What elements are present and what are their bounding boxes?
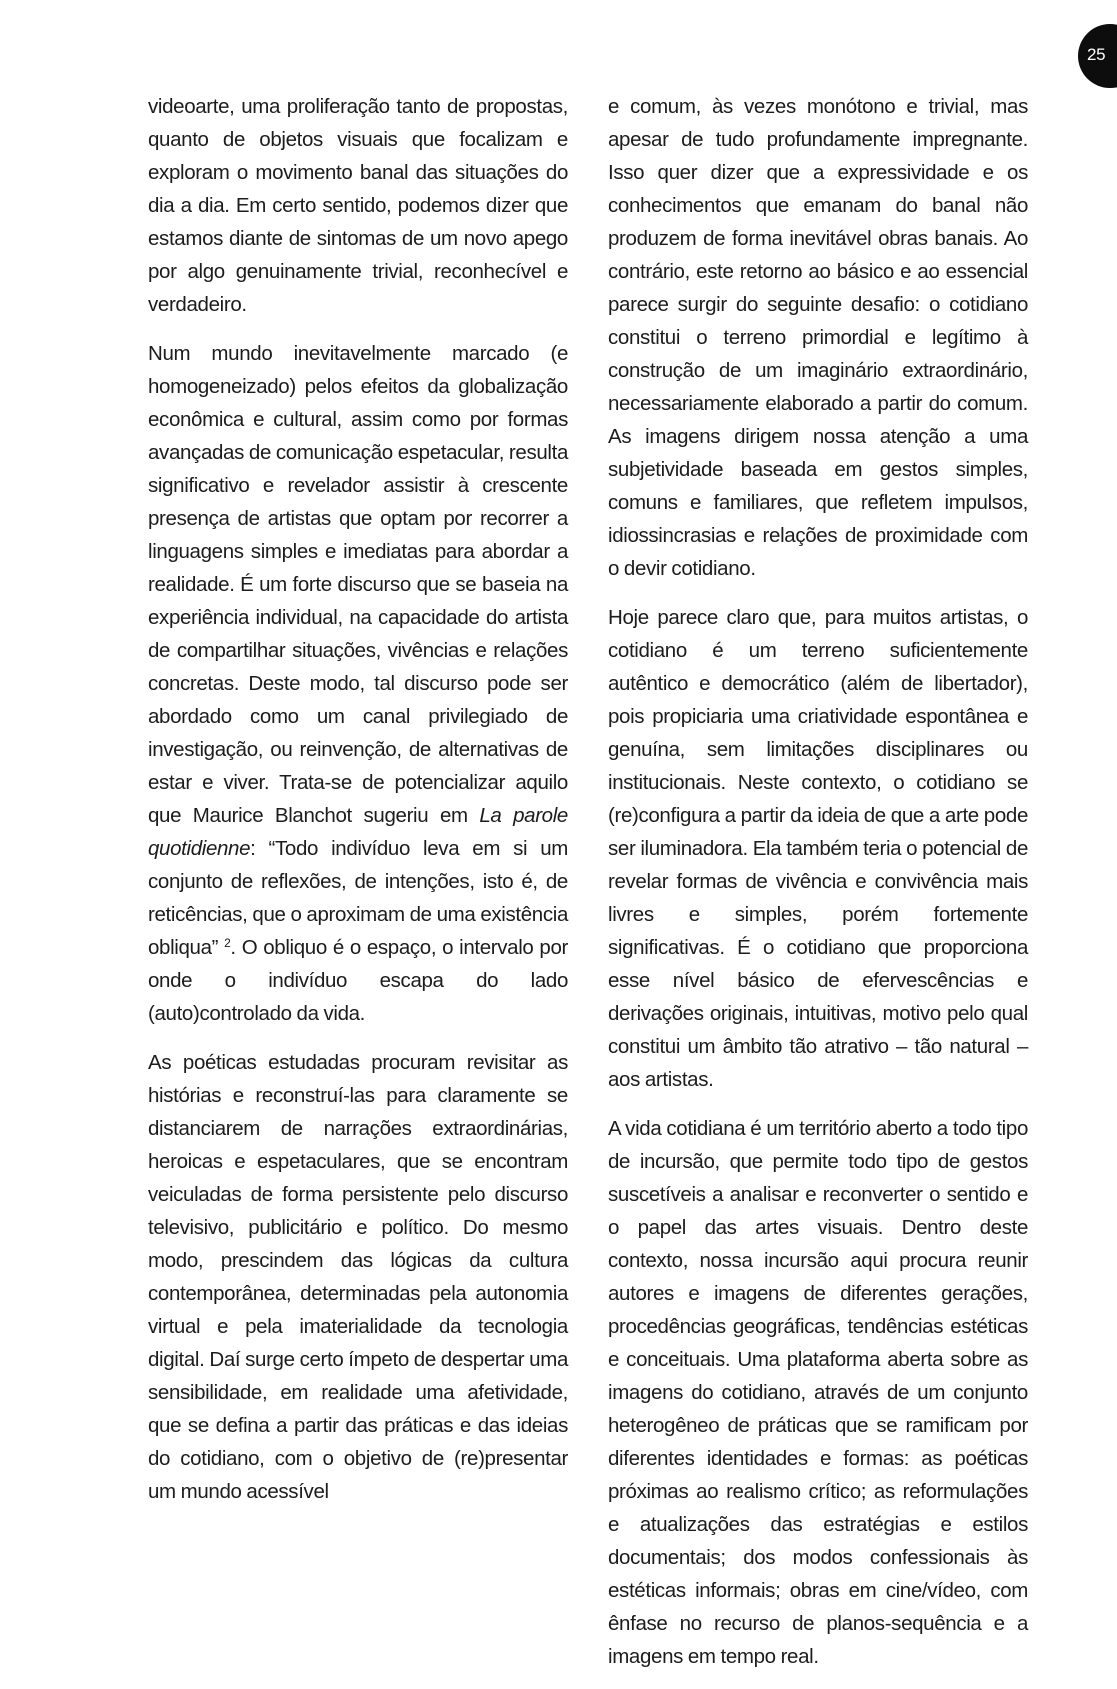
right-paragraph-3: A vida cotidiana é um território aberto a todo tipo de incursão, que permite todo tipo de gestos suscetíveis a analisar e reconverter o sentido e o papel das artes visuais. Dentro deste contexto, nossa incursão aqui procura reunir autores e imagens de diferentes gerações, procedências geográficas, tendências estéticas e conceituais. Uma plataforma aberta sobre as imagens do cotidiano, através de um conjunto heterogêneo de práticas que se ramificam por diferentes identidades e formas: as poéticas próximas ao realismo crítico; as reformulações e atualizações das estratégias e estilos documentais; dos modos confessionais às estéticas informais; obras em cine/vídeo, com ênfase no recurso de planos-sequência e a imagens em tempo real.: [608, 1117, 1028, 1668]
left-paragraph-2: [148, 337, 568, 1030]
right-text-column: [608, 90, 1028, 1689]
left-paragraph-1: videoarte, uma proliferação tanto de propostas, quanto de objetos visuais que focalizam e exploram o movimento banal das situações do dia a dia. Em certo sentido, podemos dizer que estamos diante de sintomas de um novo apego por algo genuinamente trivial, reconhecível e verdadeiro.: [148, 95, 568, 316]
page-number: 25: [1087, 45, 1106, 64]
right-paragraph-2: Hoje parece claro que, para muitos artistas, o cotidiano é um terreno suficientemente autêntico e democrático (além de libertador), pois propiciaria uma criatividade espontânea e genuína, sem limitações disciplinares ou institucionais. Neste contexto, o cotidiano se (re)configura a partir da ideia de que a arte pode ser iluminadora. Ela também teria o potencial de revelar formas de vivência e convivência mais livres e simples, porém fortemente significativas. É o cotidiano que proporciona esse nível básico de efervescências e derivações originais, intuitivas, motivo pelo qual constitui um âmbito tão atrativo – tão natural – aos artistas.: [608, 606, 1028, 1091]
paragraph-text: Num mundo inevitavelmente marcado (e homogeneizado) pelos efeitos da globalização econômica e cultural, assim como por formas avançadas de comunicação espetacular, resulta significativo e revelador assistir à crescente presença de artistas que optam por recorrer a linguagens simples e imediatas para abordar a realidade. É um forte discurso que se baseia na experiência individual, na capacidade do artista de compartilhar situações, vivências e relações concretas. Deste modo, tal discurso pode ser abordado como um canal privilegiado de investigação, ou reinvenção, de alternativas de estar e viver. Trata-se de potencializar aquilo que Maurice Blanchot sugeriu em: [148, 342, 568, 827]
left-text-column: [148, 90, 568, 1524]
book-title: La parole quotidienne: [148, 804, 568, 860]
paragraph-text: . O obliquo é o espaço, o intervalo por onde o indivíduo escapa do lado (auto)controlado da vida.: [148, 936, 568, 1025]
page-number-badge: [1078, 24, 1117, 88]
blanchot-quote: : “Todo indivíduo leva em si um conjunto de reflexões, de intenções, isto é, de reticências, que o aproximam de uma existência obliqua”: [148, 837, 568, 959]
footnote-reference: 2: [224, 936, 231, 950]
left-paragraph-3: As poéticas estudadas procuram revisitar as histórias e reconstruí-las para claramente se distanciarem de narrações extraordinárias, heroicas e espetaculares, que se encontram veiculadas de forma persistente pelo discurso televisivo, publicitário e político. Do mesmo modo, prescindem das lógicas da cultura contemporânea, determinadas pela autonomia virtual e pela imaterialidade da tecnologia digital. Daí surge certo ímpeto de despertar uma sensibilidade, em realidade uma afetividade, que se defina a partir das práticas e das ideias do cotidiano, com o objetivo de (re)presentar um mundo acessível: [148, 1051, 568, 1503]
right-paragraph-1: e comum, às vezes monótono e trivial, mas apesar de tudo profundamente impregnante. Isso quer dizer que a expressividade e os conhecimentos que emanam do banal não produzem de forma inevitável obras banais. Ao contrário, este retorno ao básico e ao essencial parece surgir do seguinte desafio: o cotidiano constitui o terreno primordial e legítimo à construção de um imaginário extraordinário, necessariamente elaborado a partir do comum. As imagens dirigem nossa atenção a uma subjetividade baseada em gestos simples, comuns e familiares, que refletem impulsos, idiossincrasias e relações de proximidade com o devir cotidiano.: [608, 95, 1028, 580]
